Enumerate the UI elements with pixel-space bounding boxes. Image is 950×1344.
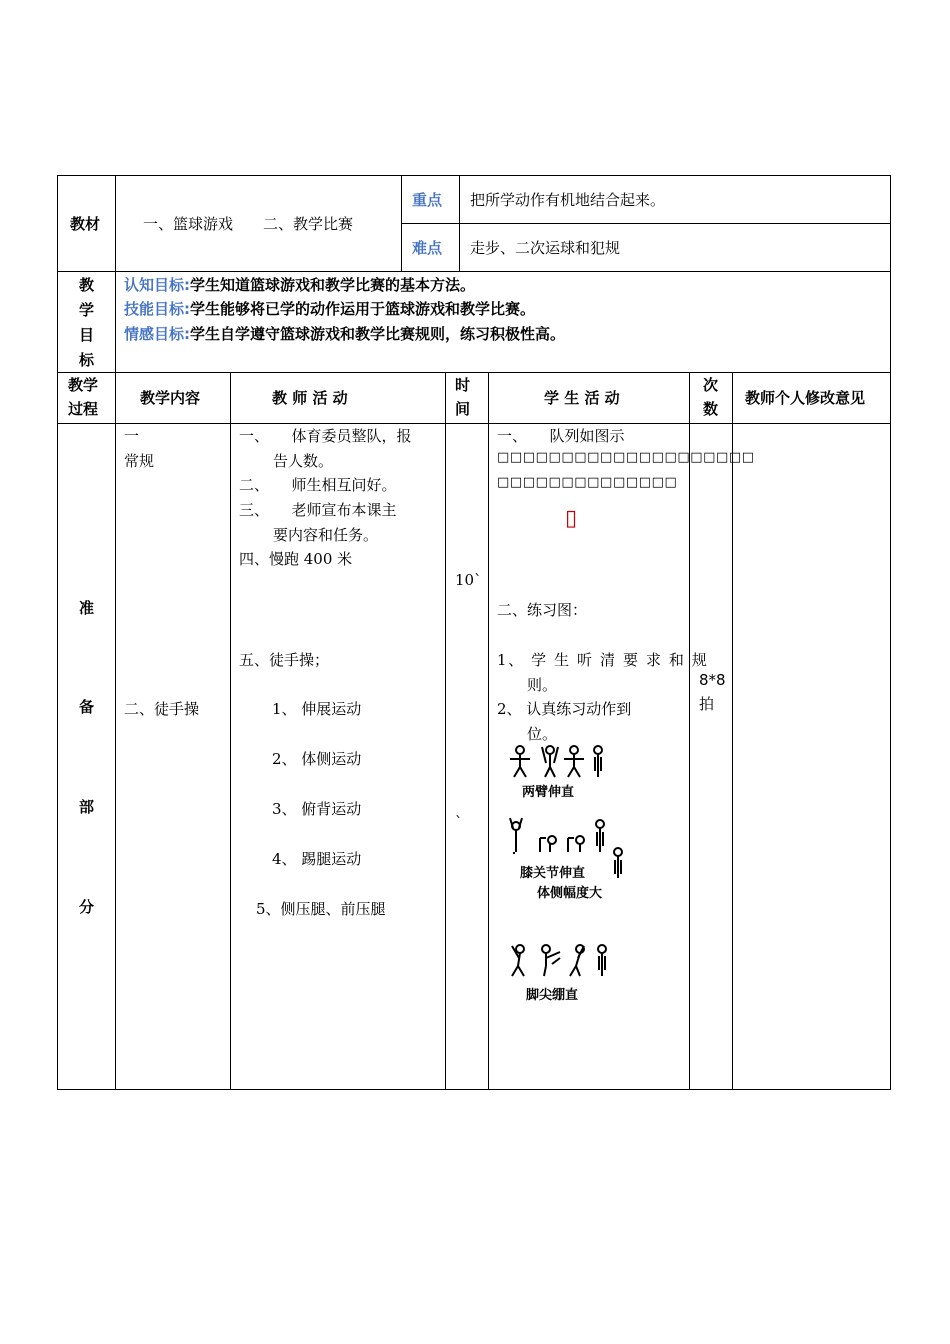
goal-skill xyxy=(124,297,535,321)
material-content: 一、篮球游戏 二、教学比赛 xyxy=(143,215,354,233)
student-line1: 一、 队列如图示 xyxy=(497,427,625,445)
goal-affective-text: 学生自学遵守篮球游戏和教学比赛规则，练习积极性高。 xyxy=(190,325,566,343)
col-count-2: 数 xyxy=(703,400,719,418)
teacher-exercise-5: 5、侧压腿、前压腿 xyxy=(256,900,386,918)
student-req1: 1、 学 生 听 清 要 求 和 规 xyxy=(497,651,709,669)
difficulty-label: 难点 xyxy=(412,239,443,257)
teacher-line1: 一、 体育委员整队，报 xyxy=(239,427,412,445)
teacher-line4: 四、慢跑 400 米 xyxy=(239,550,353,568)
teacher-line2: 二、 师生相互问好。 xyxy=(239,476,397,494)
figure-label-arms: 两臂伸直 xyxy=(522,785,575,800)
student-req2: 2、 认真练习动作到 xyxy=(497,700,632,718)
content-item1-name: 常规 xyxy=(124,452,155,470)
student-req1b: 则。 xyxy=(527,676,558,694)
goals-label-char-2: 学 xyxy=(79,301,95,319)
col-process-2: 过程 xyxy=(68,400,99,418)
stick-figures-kick-icon xyxy=(508,944,612,980)
col-teacher: 教 师 活 动 xyxy=(272,389,348,407)
goal-skill-text: 学生能够将已学的动作运用于篮球游戏和教学比赛。 xyxy=(190,300,536,318)
section-label-char-3: 部 xyxy=(79,798,95,816)
student-line2: 二、练习图： xyxy=(497,601,588,619)
goal-affective xyxy=(124,322,565,346)
goal-skill-label: 技能目标: xyxy=(124,300,190,318)
section-label-char-2: 备 xyxy=(79,698,95,716)
content-item1-prefix: 一 xyxy=(124,427,140,445)
student-req2b: 位。 xyxy=(527,725,558,743)
col-student: 学 生 活 动 xyxy=(544,389,620,407)
difficulty-content: 走步、二次运球和犯规 xyxy=(470,239,621,257)
figure-label-knee: 膝关节伸直 xyxy=(520,866,586,881)
figure-label-toes: 脚尖绷直 xyxy=(526,988,579,1003)
goals-label-char-3: 目 xyxy=(79,326,95,344)
count-value-1: 8*8 xyxy=(699,671,726,689)
teacher-exercise-4: 4、 踢腿运动 xyxy=(272,850,362,868)
count-value-2: 拍 xyxy=(699,695,715,713)
goal-affective-label: 情感目标: xyxy=(124,325,190,343)
col-time-1: 时 xyxy=(455,376,471,394)
goals-label-char-4: 标 xyxy=(79,351,95,369)
section-label-char-1: 准 xyxy=(79,599,95,617)
col-time-2: 间 xyxy=(455,400,471,418)
formation-marker: ▯ xyxy=(565,506,578,531)
teacher-line3b: 要内容和任务。 xyxy=(273,526,379,544)
stick-figures-arms-icon xyxy=(508,745,608,781)
teacher-exercise-2: 2、 体侧运动 xyxy=(272,750,362,768)
col-count-1: 次 xyxy=(703,376,719,394)
teacher-line1b: 告人数。 xyxy=(273,452,334,470)
key-point-content: 把所学动作有机地结合起来。 xyxy=(470,191,666,209)
col-content: 教学内容 xyxy=(140,389,201,407)
time-value-2: ` xyxy=(455,813,463,831)
time-value-1: 10` xyxy=(455,571,482,589)
key-point-label: 重点 xyxy=(412,191,443,209)
goal-cognitive xyxy=(124,273,475,297)
content-item2: 二、徒手操 xyxy=(124,700,200,718)
teacher-exercise-1: 1、 伸展运动 xyxy=(272,700,362,718)
goal-cognitive-label: 认知目标: xyxy=(124,276,190,294)
material-label: 教材 xyxy=(70,215,101,233)
teacher-line3: 三、 老师宣布本课主 xyxy=(239,501,397,519)
student-formation-placeholder-2: □□□□□□□□□□□□□□ xyxy=(497,475,678,490)
col-opinion: 教师个人修改意见 xyxy=(745,389,866,407)
section-label-char-4: 分 xyxy=(79,898,95,916)
goals-label-char-1: 教 xyxy=(79,276,95,294)
col-process-1: 教学 xyxy=(68,376,99,394)
teacher-exercise-3: 3、 俯背运动 xyxy=(272,800,362,818)
student-formation-placeholder-1: □□□□□□□□□□□□□□□□□□□□ xyxy=(497,450,755,465)
teacher-line5: 五、徒手操； xyxy=(239,651,330,669)
goal-cognitive-text: 学生知道篮球游戏和教学比赛的基本方法。 xyxy=(190,276,476,294)
figure-label-side-bend: 体侧幅度大 xyxy=(537,886,603,901)
